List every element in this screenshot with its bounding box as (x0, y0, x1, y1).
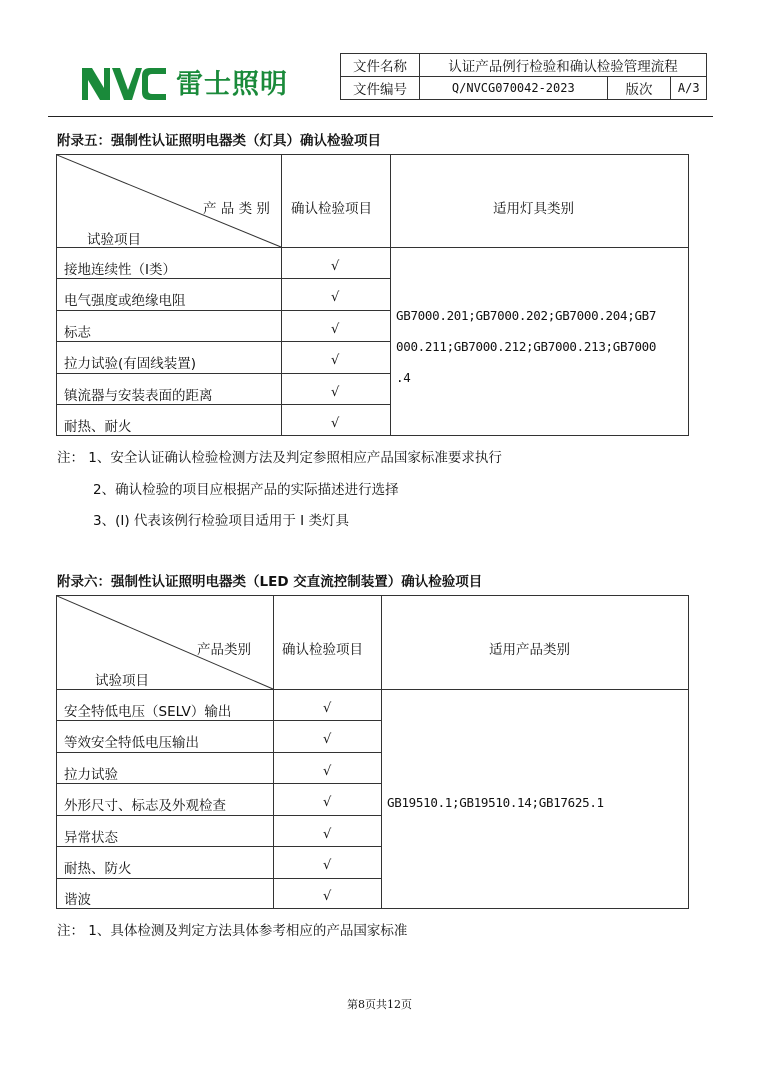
appendix6-table (56, 595, 689, 909)
standards-line: .4 (396, 370, 411, 385)
table-row-item: 镇流器与安装表面的距离 (64, 388, 213, 404)
appendix5-col2-header: 确认检验项目 (291, 201, 372, 217)
appendix5-note-2: 2、确认检验的项目应根据产品的实际描述进行选择 (93, 482, 399, 498)
check-mark: √ (323, 889, 332, 904)
version-value: A/3 (671, 77, 707, 100)
doc-no-label: 文件编号 (341, 77, 420, 100)
check-mark: √ (323, 858, 332, 873)
check-mark: √ (323, 827, 332, 842)
table-row-item: 等效安全特低电压输出 (64, 735, 199, 751)
check-mark: √ (331, 385, 340, 400)
standards-line: GB7000.201;GB7000.202;GB7000.204;GB7 (396, 308, 657, 323)
appendix6-diag-top: 产品类别 (197, 642, 251, 658)
page-number: 第8页共12页 (347, 998, 412, 1011)
appendix5-note-3: 3、(I) 代表该例行检验项目适用于 I 类灯具 (93, 513, 349, 529)
version-label: 版次 (607, 77, 671, 100)
check-mark: √ (331, 353, 340, 368)
appendix6-title: 附录六：强制性认证照明电器类（LED 交直流控制装置）确认检验项目 (57, 574, 483, 590)
document-header-table (340, 53, 707, 100)
check-mark: √ (323, 701, 332, 716)
appendix6-col3-header: 适用产品类别 (489, 642, 570, 658)
appendix5-standards (396, 300, 656, 393)
table-row-item: 谐波 (64, 892, 91, 908)
table-row-item: 异常状态 (64, 830, 118, 846)
header-divider (48, 116, 713, 117)
brand-name: 雷士照明 (176, 69, 288, 100)
appendix6-standards: GB19510.1;GB19510.14;GB17625.1 (387, 795, 604, 810)
check-mark: √ (331, 416, 340, 431)
appendix5-diag-bottom: 试验项目 (87, 232, 141, 248)
check-mark: √ (331, 290, 340, 305)
check-mark: √ (323, 764, 332, 779)
table-row-item: 标志 (64, 325, 91, 341)
appendix5-title: 附录五：强制性认证照明电器类（灯具）确认检验项目 (57, 133, 381, 149)
table-row-item: 安全特低电压（SELV）输出 (64, 704, 232, 720)
table-row-item: 耐热、耐火 (64, 419, 132, 435)
appendix6-diag-bottom: 试验项目 (95, 673, 149, 689)
check-mark: √ (331, 259, 340, 274)
doc-no-value: Q/NVCG070042-2023 (420, 77, 608, 100)
check-mark: √ (331, 322, 340, 337)
doc-name-value: 认证产品例行检验和确认检验管理流程 (420, 54, 707, 77)
doc-name-label: 文件名称 (341, 54, 420, 77)
table-row-item: 外形尺寸、标志及外观检查 (64, 798, 226, 814)
table-row-item: 接地连续性（I类） (64, 262, 176, 278)
check-mark: √ (323, 795, 332, 810)
company-logo (80, 62, 290, 102)
appendix6-col2-header: 确认检验项目 (282, 642, 363, 658)
table-row-item: 拉力试验 (64, 767, 118, 783)
table-row-item: 拉力试验(有固线装置) (64, 356, 197, 372)
table-row-item: 电气强度或绝缘电阻 (64, 293, 186, 309)
appendix5-col3-header: 适用灯具类别 (493, 201, 574, 217)
table-row-item: 耐热、防火 (64, 861, 132, 877)
appendix5-table (56, 154, 689, 436)
appendix6-note-1: 注： 1、具体检测及判定方法具体参考相应的产品国家标准 (57, 923, 408, 939)
standards-line: 000.211;GB7000.212;GB7000.213;GB7000 (396, 339, 657, 354)
appendix5-note-1: 注： 1、安全认证确认检验检测方法及判定参照相应产品国家标准要求执行 (57, 450, 502, 466)
appendix5-diag-top: 产 品 类 别 (203, 201, 270, 217)
check-mark: √ (323, 732, 332, 747)
